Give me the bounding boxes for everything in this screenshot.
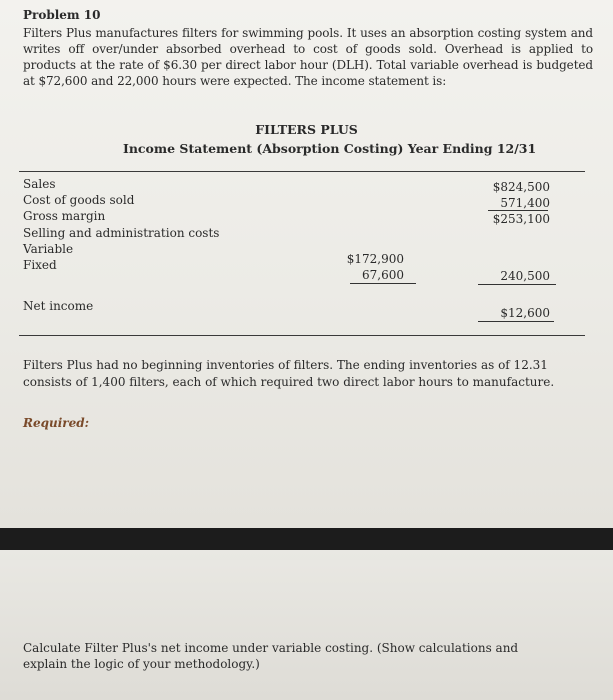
- fixed-underline: [350, 283, 416, 284]
- row-variable-label: Variable: [23, 242, 74, 256]
- net-income-amount: $12,600: [500, 306, 550, 320]
- inventory-note: Filters Plus had no beginning inventories of filters. The ending inventories as of 12.31 consists of 1,400 filters, each of which required two direct labor hours to manufacture.: [23, 358, 555, 389]
- statement-bottom-rule: [19, 335, 585, 336]
- row-net-income-label: Net income: [23, 299, 94, 313]
- variable-amount: $172,900: [346, 252, 404, 266]
- question-page: [0, 550, 613, 700]
- fixed-amount: 67,600: [362, 268, 404, 282]
- cogs-amount: 571,400: [500, 196, 550, 210]
- required-label: Required:: [23, 416, 90, 430]
- company-name: FILTERS PLUS: [255, 122, 358, 137]
- row-fixed-label: Fixed: [23, 258, 57, 272]
- statement-title: Income Statement (Absorption Costing) Year Ending 12/31: [123, 141, 537, 156]
- statement-top-rule: [19, 171, 585, 172]
- row-selling-admin-label: Selling and administration costs: [23, 226, 220, 240]
- row-sales-label: Sales: [23, 177, 56, 191]
- gross-margin-amount: $253,100: [492, 212, 550, 226]
- row-gross-margin-label: Gross margin: [23, 209, 106, 223]
- sales-amount: $824,500: [492, 180, 550, 194]
- question-text: Calculate Filter Plus's net income under variable costing. (Show calculations and explain the logic of your methodology.): [23, 641, 519, 671]
- net-income-underline: [478, 321, 554, 322]
- cogs-underline: [488, 210, 548, 211]
- problem-intro: Filters Plus manufactures filters for swimming pools. It uses an absorption costing system and writes off over/under absorbed overhead to cost of goods sold. Overhead is applied to products at the rate of $6.30 per direct labor hour (DLH). Total variable overhead is budgeted at $72,600 and 22,000 hours were expected. The income statement is:: [23, 26, 593, 88]
- row-cogs-label: Cost of goods sold: [23, 193, 135, 207]
- page-divider-band: [0, 528, 613, 550]
- selling-admin-total-amount: 240,500: [500, 269, 550, 283]
- selling-admin-total-underline: [478, 284, 556, 285]
- problem-title: Problem 10: [23, 8, 101, 22]
